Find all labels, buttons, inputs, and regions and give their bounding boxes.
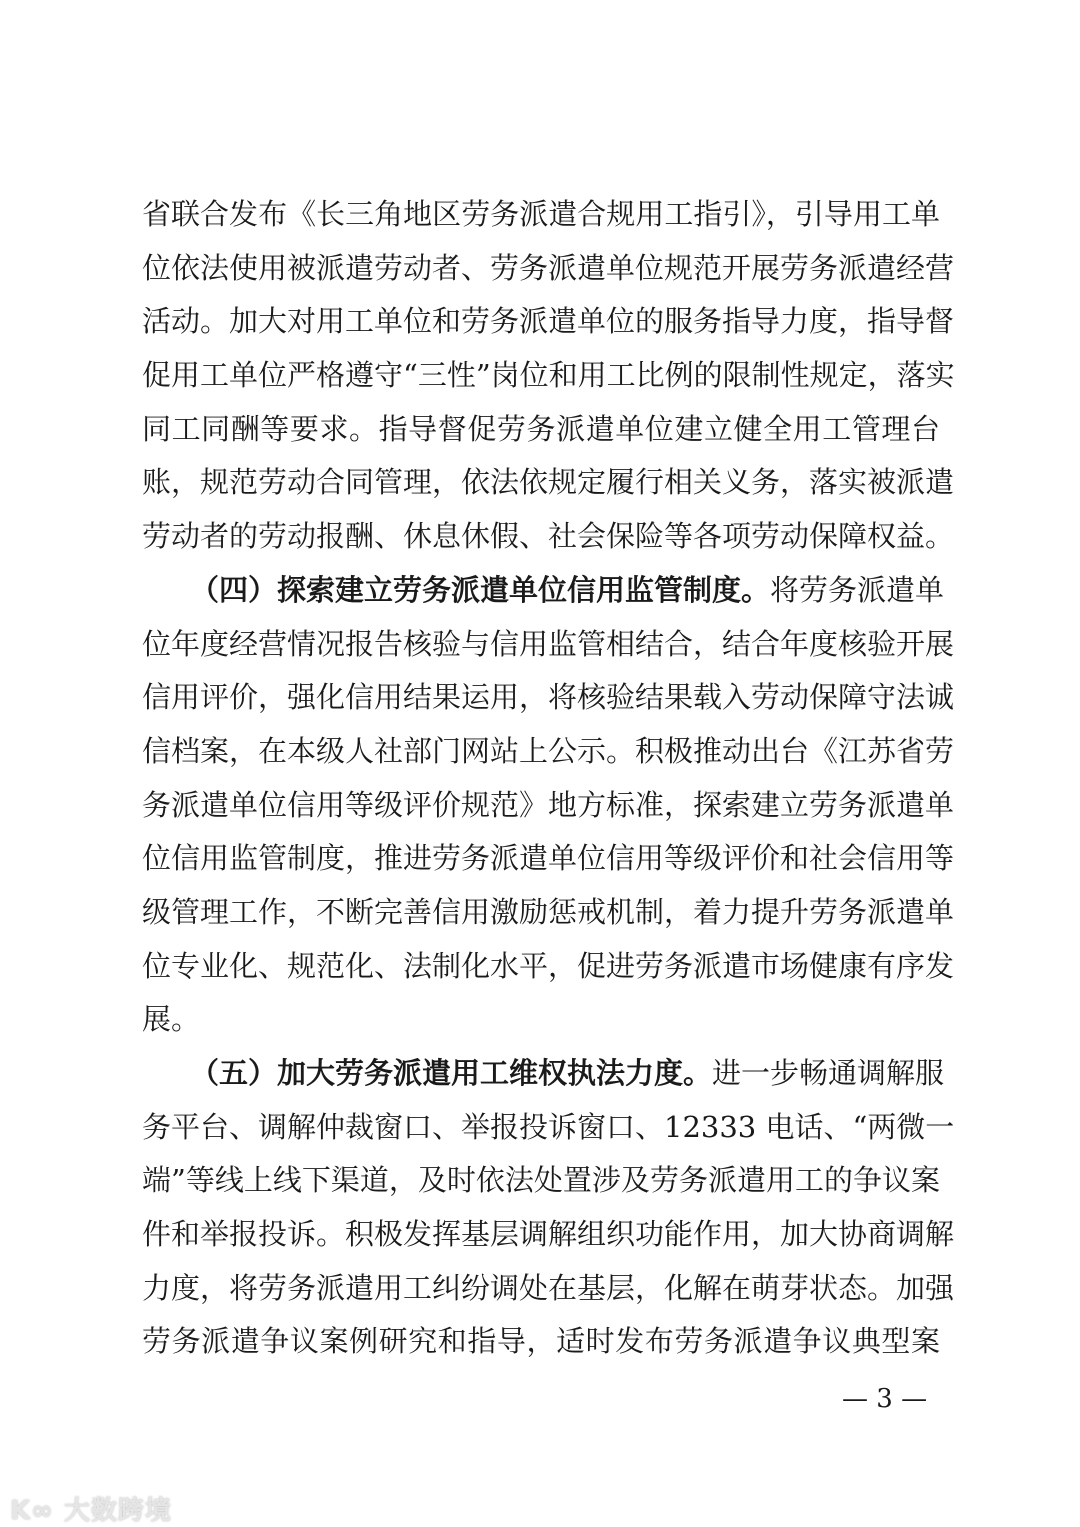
- watermark-text: 大数跨境: [63, 1496, 172, 1526]
- text-line: 力度，将劳务派遣用工纠纷调处在基层，化解在萌芽状态。加强: [142, 1270, 955, 1305]
- text-line: 务派遣单位信用等级评价规范》地方标准，探索建立劳务派遣单: [142, 787, 955, 822]
- text-span: 进一步畅通调解服: [712, 1056, 945, 1090]
- section-heading: （四）探索建立劳务派遣单位信用监管制度。: [190, 572, 771, 607]
- text-line: 端”等线上线下渠道，及时依法处置涉及劳务派遣用工的争议案: [142, 1163, 940, 1198]
- watermark-icon: K∞: [10, 1496, 64, 1526]
- paragraph-1: [142, 188, 955, 564]
- section-4: [142, 564, 955, 1047]
- text-line: 省联合发布《长三角地区劳务派遣合规用工指引》，引导用工单: [142, 197, 940, 231]
- document-body: [142, 188, 955, 1369]
- section-5-first-line: [142, 1047, 945, 1101]
- text-line: 劳务派遣争议案例研究和指导，适时发布劳务派遣争议典型案: [142, 1324, 940, 1359]
- text-line: 位专业化、规范化、法制化水平，促进劳务派遣市场健康有序发: [142, 948, 955, 983]
- text-line: 务平台、调解仲裁窗口、举报投诉窗口、12333 电话、“两微一: [142, 1109, 955, 1144]
- watermark-logo: [10, 1490, 172, 1527]
- page-number: — 3 —: [842, 1384, 928, 1414]
- section-4-first-line: [142, 564, 945, 618]
- text-line: 件和举报投诉。积极发挥基层调解组织功能作用，加大协商调解: [142, 1217, 955, 1252]
- text-line: 促用工单位严格遵守“三性”岗位和用工比例的限制性规定，落实: [142, 358, 955, 393]
- text-line: 位信用监管制度，推进劳务派遣单位信用等级评价和社会信用等: [142, 841, 955, 876]
- text-span: 将劳务派遣单: [770, 572, 945, 607]
- text-line: 信档案，在本级人社部门网站上公示。积极推动出台《江苏省劳: [142, 733, 955, 768]
- text-line: 账，规范劳动合同管理，依法依规定履行相关义务，落实被派遣: [142, 465, 955, 500]
- text-line: 信用评价，强化信用结果运用，将核验结果载入劳动保障守法诚: [142, 680, 955, 715]
- text-line: 活动。加大对用工单位和劳务派遣单位的服务指导力度，指导督: [142, 304, 955, 339]
- text-line: 位年度经营情况报告核验与信用监管相结合，结合年度核验开展: [142, 626, 955, 661]
- section-heading: （五）加大劳务派遣用工维权执法力度。: [190, 1056, 713, 1090]
- text-line: 展。: [142, 1002, 201, 1037]
- section-5: [142, 1047, 955, 1369]
- text-line: 位依法使用被派遣劳动者、劳务派遣单位规范开展劳务派遣经营: [142, 250, 955, 285]
- text-line: 同工同酬等要求。指导督促劳务派遣单位建立健全用工管理台: [142, 411, 940, 446]
- text-line: 级管理工作，不断完善信用激励惩戒机制，着力提升劳务派遣单: [142, 894, 955, 929]
- text-line: 劳动者的劳动报酬、休息休假、社会保险等各项劳动保障权益。: [142, 519, 955, 554]
